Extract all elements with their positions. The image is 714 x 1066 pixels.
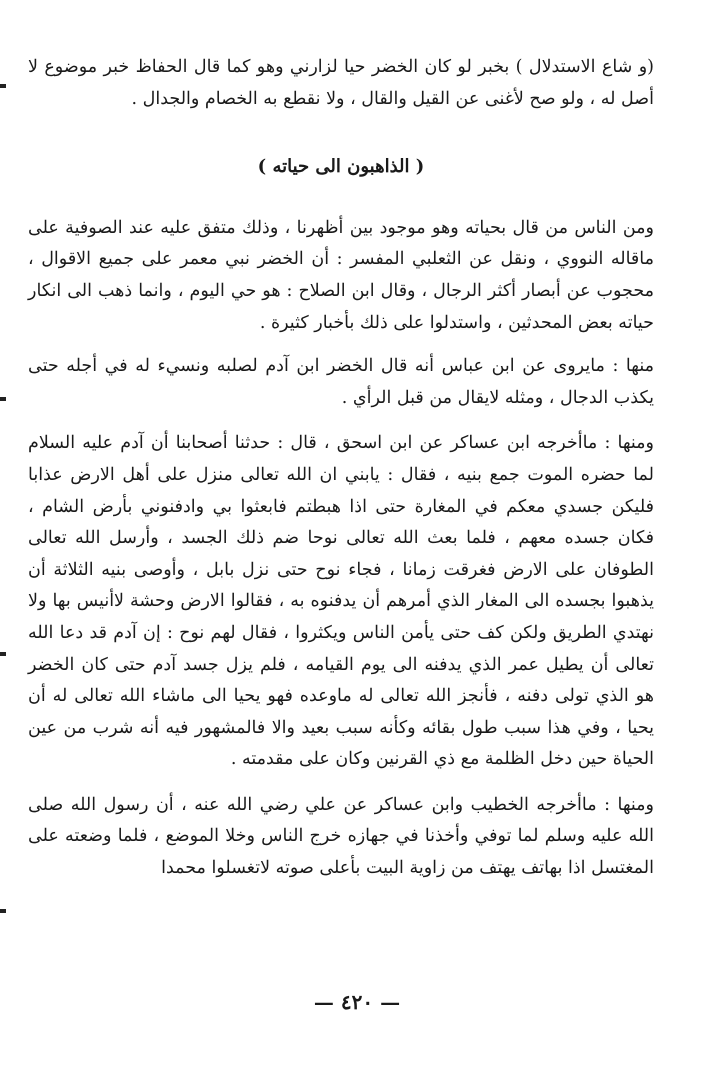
page-body [28,52,654,885]
page-number: — ٤٢٠ — [313,990,401,1014]
margin-mark [0,84,6,88]
margin-mark [0,652,6,656]
section-heading: ( الذاهبون الى حياته ) [257,156,425,178]
margin-mark [0,397,6,401]
paragraph-istidlal: (و شاع الاستدلال ) بخبر لو كان الخضر حيا لزارني وهو كما قال الحفاظ خبر موضوع لا أصل له ، ولو صح لأغنى عن القيل والقال ، ولا نقطع به الخصام والجدال . [28,57,654,109]
margin-mark [0,909,6,913]
paragraph-hayatuh: ومن الناس من قال بحياته وهو موجود بين أظهرنا ، وذلك متفق عليه عند الصوفية على ماقاله النووي ، ونقل عن الثعلبي المفسر : أن الخضر نبي معمر على جميع الاقوال ، محجوب عن أبصار أكثر الرجال ، وقال ابن الصلاح : هو حي اليوم ، وانما ذهب الى انكار حياته بعض المحدثين ، واستدلوا على ذلك بأخبار كثيرة . [28,217,654,333]
paragraph-al-khatib: ومنها : ماأخرجه الخطيب وابن عساكر عن علي رضي الله عنه ، أن رسول الله صلى الله عليه وسلم لما توفي وأخذنا في جهازه خرج الناس وخلا الموضع ، فلما وضعته على المغتسل اذا بهاتف يهتف من زاوية البيت بأعلى صوته لاتغسلوا محمدا [28,794,654,879]
paragraph-ibn-asakir: ومنها : ماأخرجه ابن عساكر عن ابن اسحق ، قال : حدثنا أصحابنا أن آدم عليه السلام لما حضره الموت جمع بنيه ، فقال : يابني ان الله تعالى منزل على أهل الارض عذابا فليكن جسدي معكم في المغارة حتى اذا هبطتم فابعثوا بي وادفنوني بأرض الشام ، فكان جسده معهم ، فلما بعث الله تعالى نوحا ضم ذلك الجسد ، وأرسل الله تعالى الطوفان على الارض فغرقت زمانا ، فجاء نوح حتى نزل بابل ، وأوصى بنيه الثلاثة أن يذهبوا بجسده الى المغار الذي أمرهم أن يدفنوه به ، فقالوا الارض وحشة لاأنيس بها ولا نهتدي الطريق ولكن كف حتى يأمن الناس ويكثروا ، فقال لهم نوح : إن آدم قد دعا الله تعالى أن يطيل عمر الذي يدفنه الى يوم القيامه ، فلم يزل جسد آدم حتى كان الخضر هو الذي تولى دفنه ، فأنجز الله تعالى له ماوعده فهو يحيا الى ماشاء الله تعالى له أن يحيا ، وفي هذا سبب طول بقائه وكأنه سبب بعيد والا فالمشهور فيه أنه شرب من عين الحياة حين دخل الظلمة مع ذي القرنين وكان على مقدمته . [28,433,655,770]
paragraph-ibn-abbas: منها : مايروى عن ابن عباس أنه قال الخضر ابن آدم لصلبه ونسيء له في أجله حتى يكذب الدجال ، ومثله لايقال من قبل الرأي . [28,356,654,408]
